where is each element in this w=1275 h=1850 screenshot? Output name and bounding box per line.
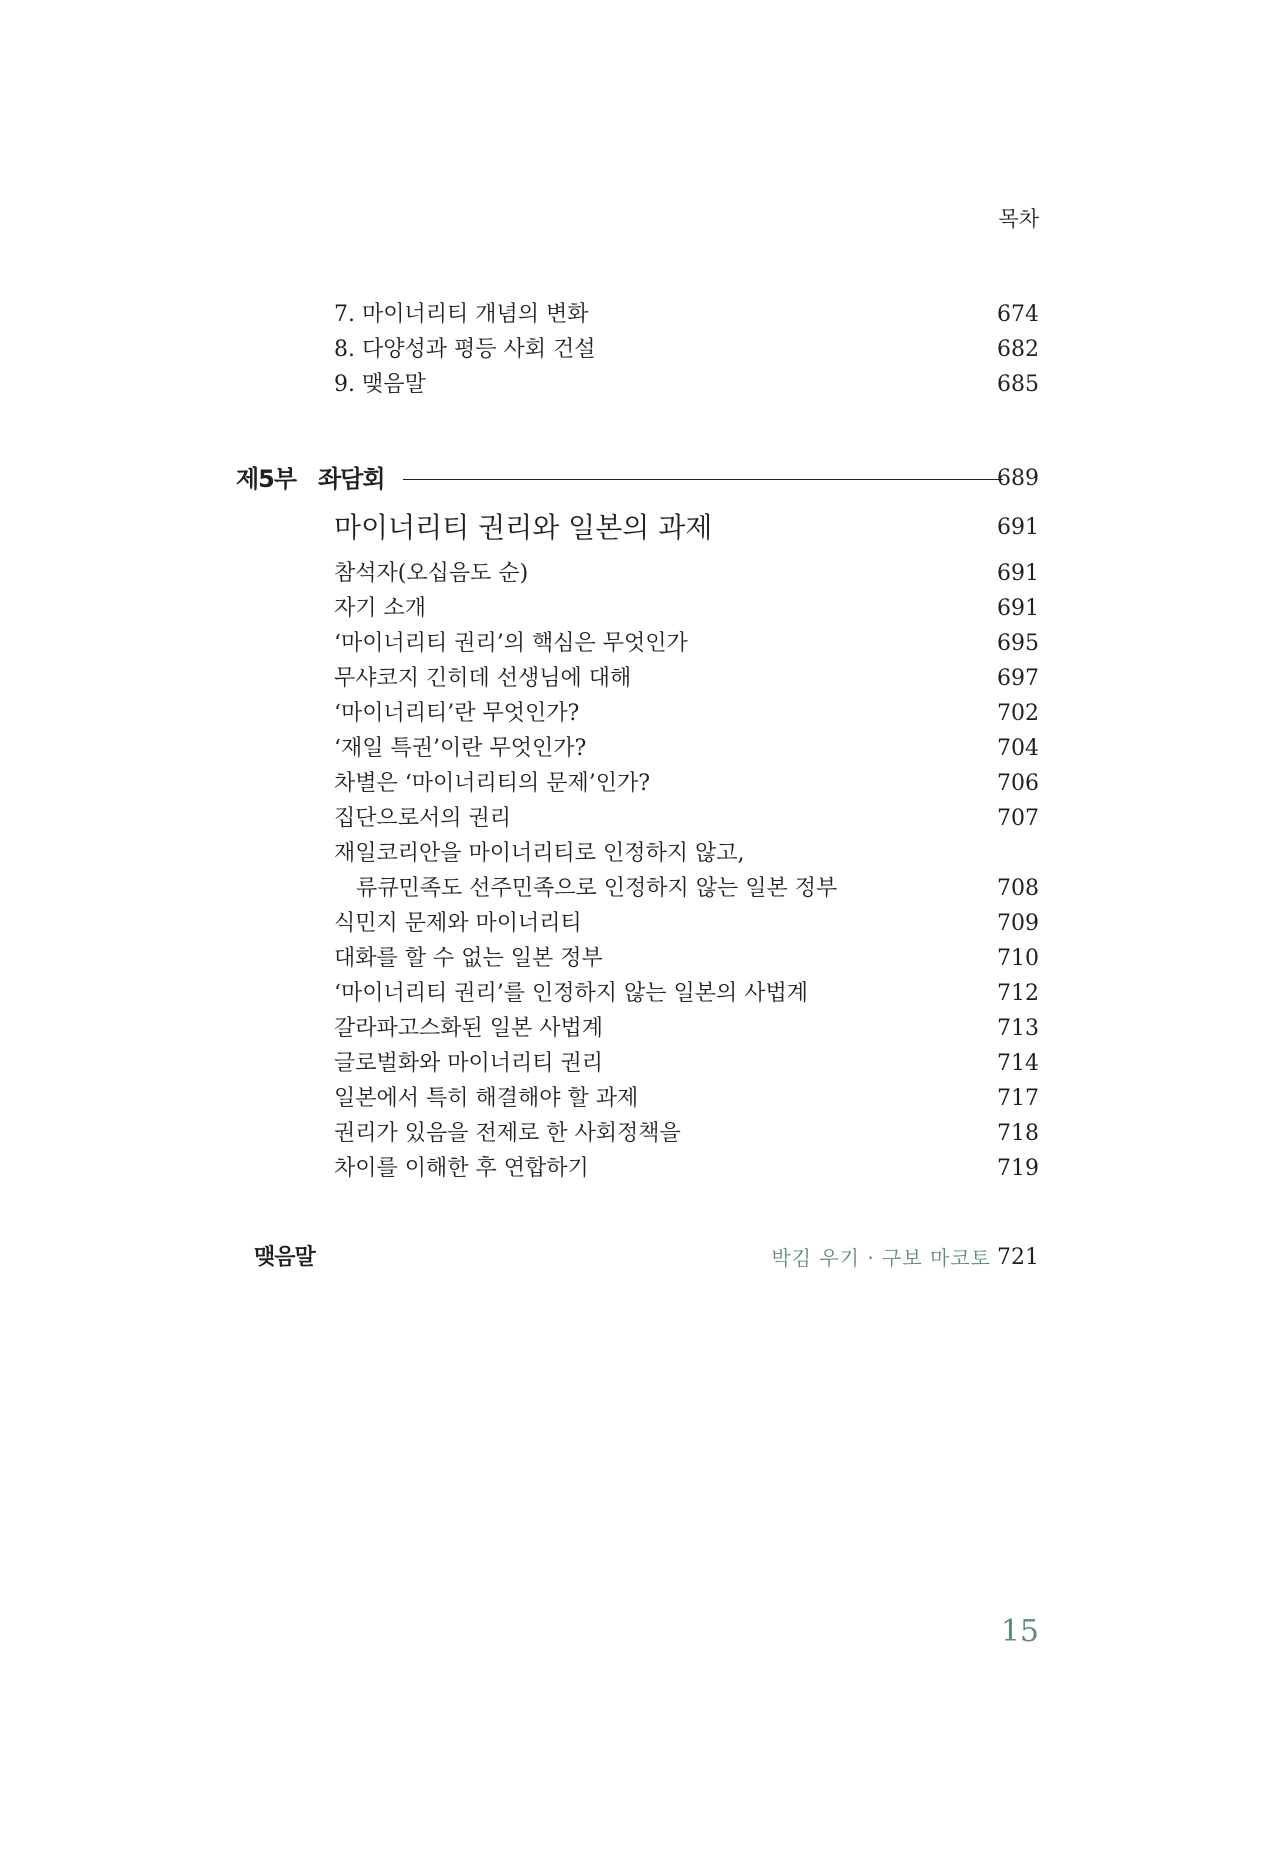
toc-entry[interactable]: [0, 1047, 1275, 1081]
toc-entry-page: 685: [997, 372, 1039, 397]
toc-entry[interactable]: [0, 942, 1275, 976]
toc-entry[interactable]: [0, 592, 1275, 626]
toc-entry[interactable]: [0, 767, 1275, 801]
toc-entry-page: 707: [997, 806, 1039, 831]
toc-entry-title: 일본에서 특히 해결해야 할 과제: [334, 1086, 639, 1111]
running-head: 목차: [998, 207, 1039, 231]
toc-entry-title: 글로벌화와 마이너리티 권리: [334, 1051, 604, 1076]
toc-entry-page: 712: [997, 981, 1039, 1006]
closing-authors: 박김 우기 · 구보 마코토: [771, 1246, 991, 1270]
toc-entry-title: 집단으로서의 권리: [334, 806, 512, 831]
toc-entry-title: 무샤코지 긴히데 선생님에 대해: [334, 666, 632, 691]
closing-label: 맺음말: [254, 1245, 315, 1270]
toc-entry-page: 697: [997, 666, 1039, 691]
toc-entry-page: 695: [997, 631, 1039, 656]
toc-entry-page: 717: [997, 1086, 1039, 1111]
toc-entry[interactable]: [0, 1012, 1275, 1046]
toc-entry-page: 719: [997, 1156, 1039, 1181]
toc-entry-title: 재일코리안을 마이너리티로 인정하지 않고,: [334, 841, 745, 866]
toc-entry-title: ‘마이너리티 권리’를 인정하지 않는 일본의 사법계: [334, 981, 808, 1006]
toc-entry-page: 710: [997, 946, 1039, 971]
toc-entry-title: ‘재일 특권’이란 무엇인가?: [334, 736, 587, 761]
toc-entry-page: 691: [997, 561, 1039, 586]
toc-entry-title: 참석자(오십음도 순): [334, 561, 529, 586]
toc-entry-page: 718: [997, 1121, 1039, 1146]
toc-entry[interactable]: [0, 1117, 1275, 1151]
toc-entry-title: 류큐민족도 선주민족으로 인정하지 않는 일본 정부: [356, 876, 838, 901]
toc-entry-page: 704: [997, 736, 1039, 761]
toc-entry-title: 자기 소개: [334, 596, 427, 621]
toc-entry-title: 권리가 있음을 전제로 한 사회정책을: [334, 1121, 681, 1146]
closing-entry[interactable]: [0, 1240, 1275, 1276]
toc-entry[interactable]: [0, 977, 1275, 1011]
toc-entry-title: 차별은 ‘마이너리티의 문제’인가?: [334, 771, 651, 796]
toc-entry-title: 8. 다양성과 평등 사회 건설: [334, 337, 596, 362]
toc-entry[interactable]: [0, 627, 1275, 661]
toc-entry-page: 702: [997, 701, 1039, 726]
toc-entry[interactable]: [0, 837, 1275, 871]
toc-entry[interactable]: [0, 802, 1275, 836]
toc-entry-title: 9. 맺음말: [334, 372, 426, 397]
part-heading[interactable]: [0, 458, 1275, 500]
toc-entry-title: 갈라파고스화된 일본 사법계: [334, 1016, 604, 1041]
toc-entry[interactable]: [0, 1082, 1275, 1116]
toc-entry-title: 차이를 이해한 후 연합하기: [334, 1156, 589, 1181]
toc-entry-title: 대화를 할 수 없는 일본 정부: [334, 946, 603, 971]
closing-page: 721: [997, 1245, 1039, 1270]
session-page: 691: [997, 515, 1039, 540]
toc-entry[interactable]: [0, 732, 1275, 766]
page-number: 15: [1000, 1614, 1039, 1649]
leader-rule: [403, 479, 1003, 480]
toc-entry-title: 7. 마이너리티 개념의 변화: [334, 302, 589, 327]
toc-entry-page: 714: [997, 1051, 1039, 1076]
toc-entry-page: 682: [997, 337, 1039, 362]
toc-entry-page: 709: [997, 911, 1039, 936]
toc-entry-title: 식민지 문제와 마이너리티: [334, 911, 582, 936]
toc-entry[interactable]: [0, 298, 1275, 332]
toc-entry[interactable]: [0, 697, 1275, 731]
toc-entry[interactable]: [0, 1152, 1275, 1186]
toc-entry[interactable]: [0, 662, 1275, 696]
toc-entry-page: 706: [997, 771, 1039, 796]
toc-entry-title: ‘마이너리티 권리’의 핵심은 무엇인가: [334, 631, 688, 656]
toc-entry-page: 674: [997, 302, 1039, 327]
part-page: 689: [997, 466, 1039, 491]
toc-entry-title: ‘마이너리티’란 무엇인가?: [334, 701, 580, 726]
session-heading[interactable]: [0, 508, 1275, 548]
toc-entry-page: 691: [997, 596, 1039, 621]
part-title: 좌담회: [318, 465, 385, 493]
toc-entry[interactable]: [0, 557, 1275, 591]
toc-entry-page: 708: [997, 876, 1039, 901]
session-title: 마이너리티 권리와 일본의 과제: [334, 511, 713, 544]
toc-entry-page: 713: [997, 1016, 1039, 1041]
toc-entry[interactable]: [0, 333, 1275, 367]
toc-entry-continuation[interactable]: [0, 872, 1275, 906]
toc-entry[interactable]: [0, 907, 1275, 941]
part-label: 제5부: [236, 465, 297, 493]
toc-entry[interactable]: [0, 368, 1275, 402]
